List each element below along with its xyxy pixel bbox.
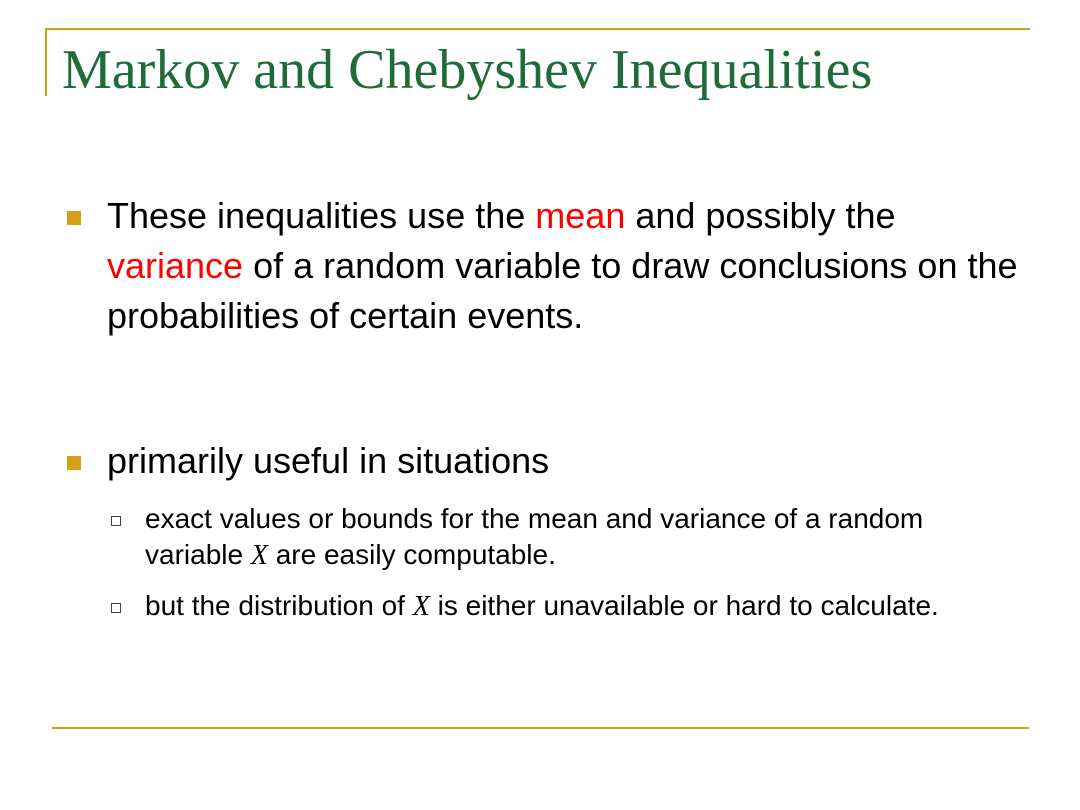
bullet-1-marker [67, 211, 81, 225]
sub-bullet-2-part-3: is either unavailable or hard to calculate. [429, 590, 939, 621]
bullet-1-part-3: and possibly the [625, 195, 896, 236]
sub-bullet-1-text [145, 501, 1025, 574]
highlight-mean: mean [535, 195, 626, 236]
highlight-variance: variance [107, 245, 244, 286]
bullet-1-text [107, 191, 1027, 341]
sub-bullet-1-part-3: are easily computable. [267, 539, 556, 570]
sub-bullet-1-marker [111, 516, 121, 526]
bullet-1-part-5: of a random variable to draw conclusions on the probabilities of certain events. [107, 245, 1018, 336]
sub-bullet-2-text [145, 588, 1025, 625]
variable-x: X [412, 591, 430, 622]
bullet-1-part-1: These inequalities use the [107, 195, 536, 236]
sub-bullet-2-part-1: but the distribution of [145, 590, 413, 621]
footer-rule [52, 727, 1029, 729]
sub-bullet-2-marker [111, 603, 121, 613]
slide-title: Markov and Chebyshev Inequalities [62, 39, 873, 101]
bullet-2-marker [67, 456, 81, 470]
sub-bullet-1-part-1: exact values or bounds for the mean and variance of a random variable [145, 503, 924, 570]
bullet-2-text: primarily useful in situations [107, 440, 550, 481]
variable-x: X [250, 540, 268, 571]
